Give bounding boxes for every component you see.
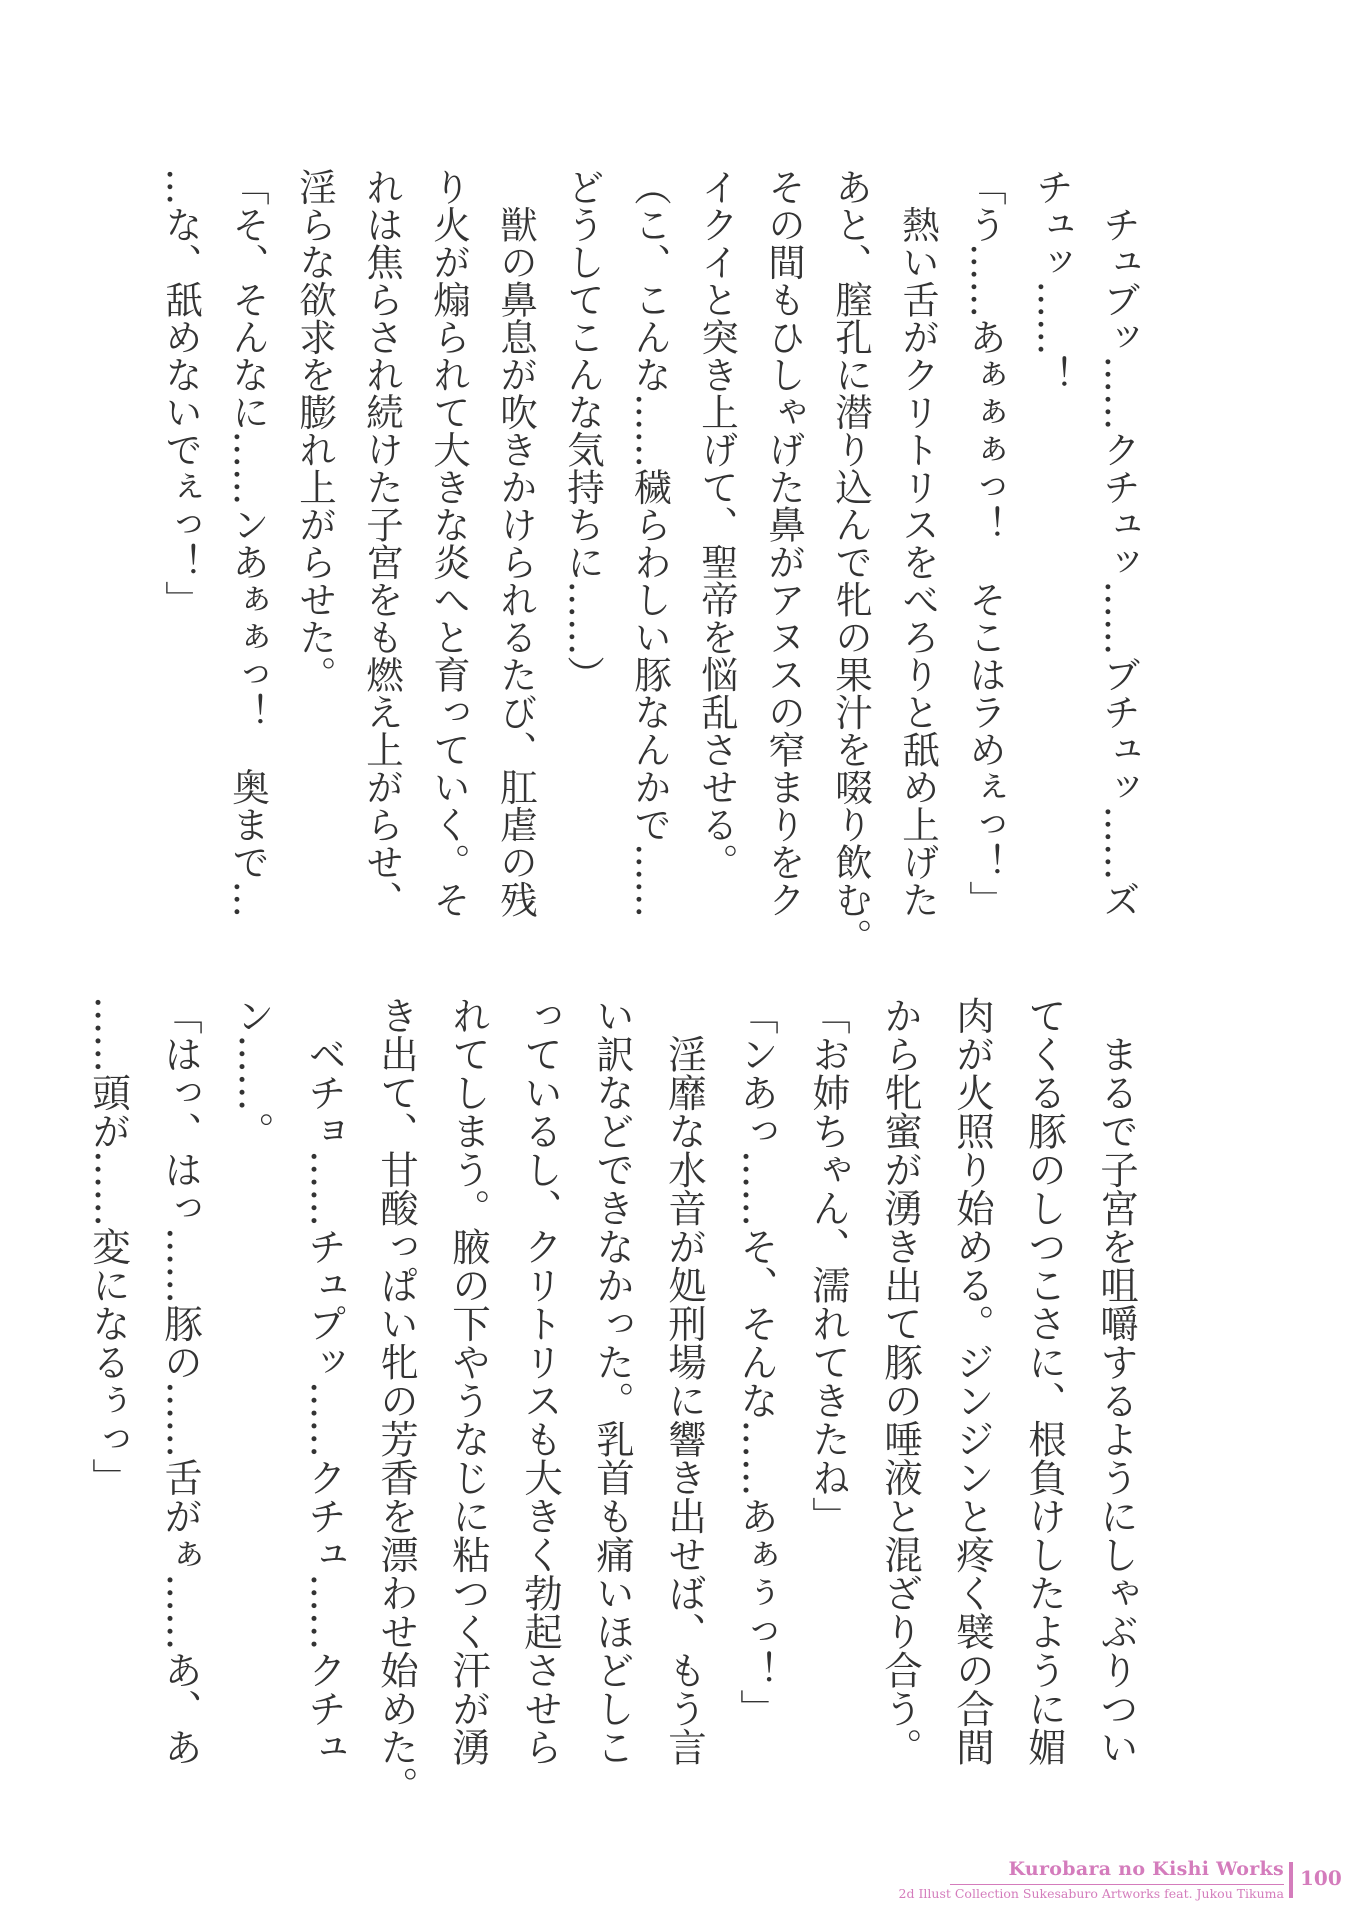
- text-column: ……頭が……変になるぅっ」: [86, 996, 131, 1497]
- text-column: れは焦らされ続けた子宮をも燃え上がらせ、: [360, 168, 404, 918]
- text-column: ベチョ……チュプッ……クチュ……クチュ: [302, 996, 347, 1766]
- text-column: チュブッ……クチュッ……ブチュッ……ズ: [1097, 168, 1141, 918]
- text-column: き出て、甘酸っぱい牝の芳香を漂わせ始めた。: [374, 996, 419, 1805]
- text-column: 「お姉ちゃん、濡れてきたね」: [806, 996, 851, 1535]
- text-column: イクイと突き上げて、聖帝を悩乱させる。: [695, 168, 739, 881]
- text-column: から牝蜜が湧き出て豚の唾液と混ざり合う。: [878, 996, 923, 1766]
- text-column: あと、膣孔に潜り込んで牝の果汁を啜り飲む。: [829, 168, 873, 956]
- text-column: 「ンあっ……そ、そんな……あぁぅっ！」: [734, 996, 779, 1728]
- text-column: （こ、こんな……穢らわしい豚なんかで……: [628, 168, 672, 918]
- text-column: 「う……あぁぁぁっ！ そこはラめぇっ！」: [963, 168, 1007, 918]
- text-column: …な、舐めないでぇっ！」: [159, 168, 203, 618]
- text-column: てくる豚のしつこさに、根負けしたように媚: [1022, 996, 1067, 1766]
- text-column: 獣の鼻息が吹きかけられるたび、肛虐の残: [494, 168, 538, 918]
- text-column: まるで子宮を咀嚼するようにしゃぶりつい: [1094, 996, 1139, 1766]
- text-column: その間もひしゃげた鼻がアヌスの窄まりをク: [762, 168, 806, 918]
- text-column: り火が煽られて大きな炎へと育っていく。そ: [427, 168, 471, 918]
- text-column: 熱い舌がクリトリスをべろりと舐め上げた: [896, 168, 940, 918]
- text-column: っているし、クリトリスも大きく勃起させら: [518, 996, 563, 1766]
- text-column: 「はっ、はっ……豚の……舌がぁ……あ、あ: [158, 996, 203, 1766]
- text-column: チュッ……！: [1030, 168, 1074, 393]
- text-column: 肉が火照り始める。ジンジンと疼く襞の合間: [950, 996, 995, 1766]
- text-column: ン……。: [230, 996, 275, 1150]
- text-block-bottom: [72, 996, 1152, 1805]
- footer-bar: [1289, 1862, 1293, 1898]
- text-column: 淫らな欲求を膨れ上がらせた。: [293, 168, 337, 693]
- page-number: 100: [1300, 1866, 1342, 1890]
- text-column: どうしてこんな気持ちに……）: [561, 168, 605, 693]
- footer-title: Kurobara no Kishi Works: [1008, 1858, 1284, 1880]
- footer-divider: [950, 1884, 1284, 1885]
- footer-subtitle: 2d Illust Collection Sukesaburo Artworks feat. Jukou Tikuma: [898, 1886, 1284, 1901]
- text-column: い訳などできなかった。乳首も痛いほどしこ: [590, 996, 635, 1766]
- text-column: 「そ、そんなに……ンあぁぁっ！ 奥まで…: [226, 168, 270, 918]
- text-block-top: [147, 168, 1152, 956]
- text-column: れてしまう。腋の下やうなじに粘つく汗が湧: [446, 996, 491, 1766]
- text-column: 淫靡な水音が処刑場に響き出せば、もう言: [662, 996, 707, 1766]
